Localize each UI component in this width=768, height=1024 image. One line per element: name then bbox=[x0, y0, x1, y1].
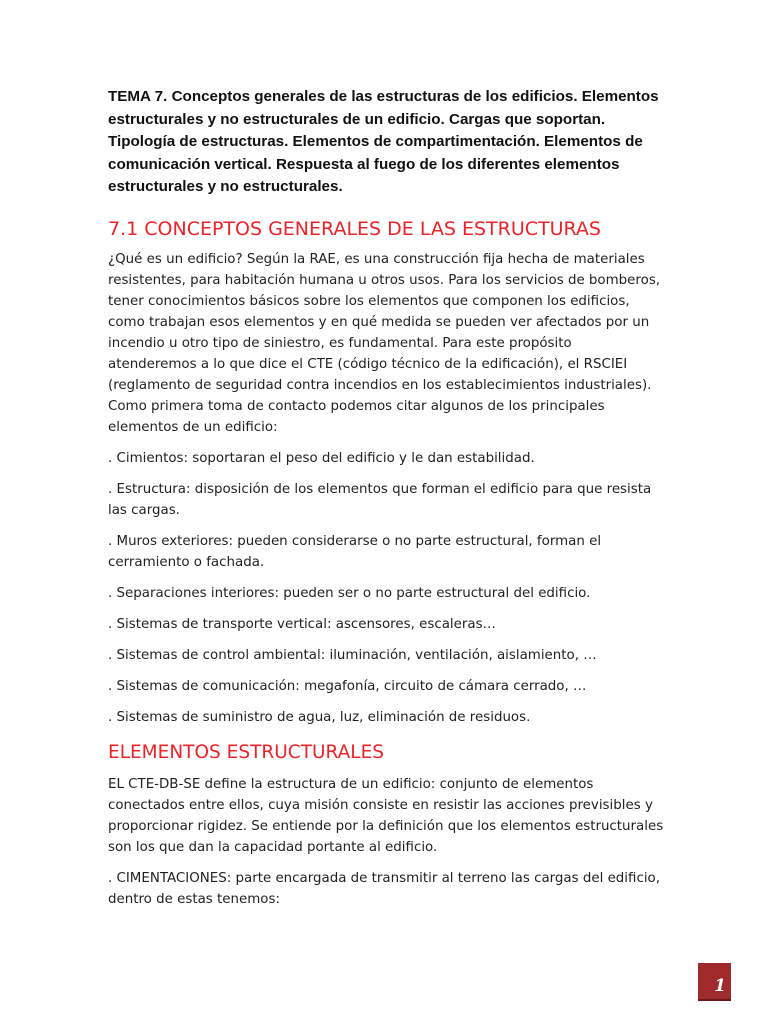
page-number-badge bbox=[698, 963, 731, 1001]
section-intro-paragraph: ¿Qué es un edificio? Según la RAE, es una construcción fija hecha de materiales resistentes, para habitación humana u otros usos. Para los servicios de bomberos, tener conocimientos básicos sobre los elementos que componen los edificios, como trabajan esos elementos y en qué medida se pueden ver afectados por un incendio u otro tipo de siniestro, es fundamental. Para este propósito atenderemos a lo que dice el CTE (código técnico de la edificación), el RSCIEI (reglamento de seguridad contra incendios en los establecimientos industriales). Como primera toma de contacto podemos citar algunos de los principales elementos de un edificio: bbox=[108, 251, 661, 435]
topic-heading: TEMA 7. Conceptos generales de las estructuras de los edificios. Elementos estructurales y no estructurales de un edificio. Cargas que soportan. Tipología de estructuras. Elementos de compartimentación. Elementos de comunicación vertical. Respuesta al fuego de los diferentes elementos estructurales y no estructurales. bbox=[108, 88, 659, 196]
list-item: . Sistemas de suministro de agua, luz, eliminación de residuos. bbox=[108, 709, 531, 725]
document-page bbox=[108, 86, 664, 920]
section-intro-paragraph: EL CTE-DB-SE define la estructura de un edificio: conjunto de elementos conectados entre ellos, cuya misión consiste en resistir las acciones previsibles y proporcionar rigidez. Se entiende por la definición que los elementos estructurales son los que dan la capacidad portante al edificio. bbox=[108, 776, 664, 855]
list-item: . Muros exteriores: pueden considerarse o no parte estructural, forman el cerramiento o fachada. bbox=[108, 533, 602, 570]
list-item: . Separaciones interiores: pueden ser o no parte estructural del edificio. bbox=[108, 585, 591, 601]
list-item: . Sistemas de control ambiental: iluminación, ventilación, aislamiento, … bbox=[108, 647, 597, 663]
section-title-conceptos: 7.1 CONCEPTOS GENERALES DE LAS ESTRUCTURAS bbox=[108, 217, 601, 240]
page-number: 1 bbox=[714, 976, 726, 996]
section-title-elementos: ELEMENTOS ESTRUCTURALES bbox=[108, 741, 385, 763]
list-item: . Cimientos: soportaran el peso del edificio y le dan estabilidad. bbox=[108, 450, 535, 466]
list-item: . Sistemas de transporte vertical: ascensores, escaleras… bbox=[108, 616, 496, 632]
list-item: . Estructura: disposición de los elementos que forman el edificio para que resista las cargas. bbox=[108, 481, 652, 518]
list-item: . CIMENTACIONES: parte encargada de transmitir al terreno las cargas del edificio, dentro de estas tenemos: bbox=[108, 870, 660, 907]
list-item: . Sistemas de comunicación: megafonía, circuito de cámara cerrado, … bbox=[108, 678, 587, 694]
